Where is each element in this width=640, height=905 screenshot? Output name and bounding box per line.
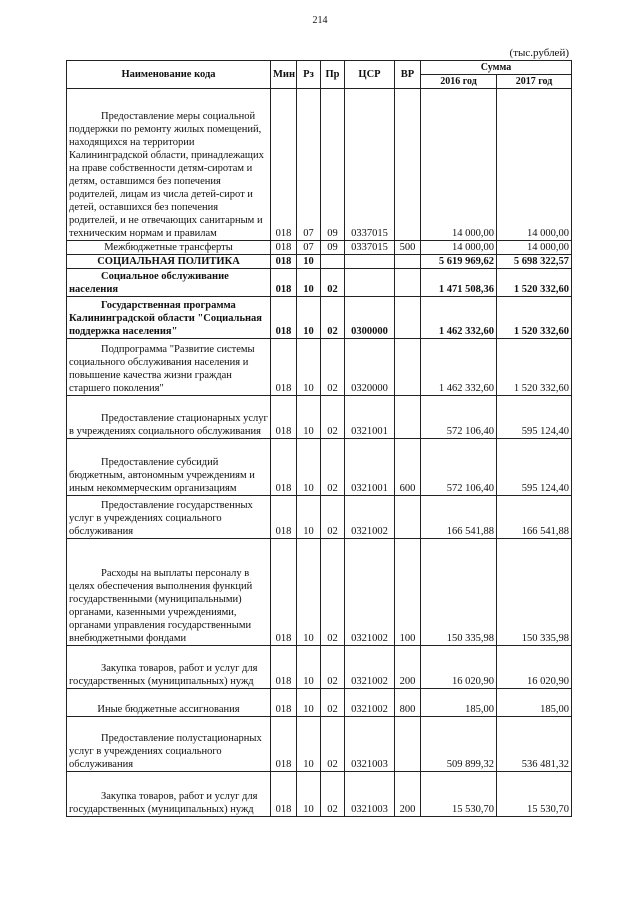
row-2017: 1 520 332,60 (497, 269, 572, 297)
row-vr (395, 269, 421, 297)
row-vr (395, 339, 421, 396)
row-csr: 0337015 (345, 241, 395, 255)
header-2016: 2016 год (421, 75, 497, 89)
row-pr: 02 (321, 297, 345, 339)
row-rz: 10 (297, 439, 321, 496)
table-row (67, 269, 572, 297)
row-2016: 150 335,98 (421, 539, 497, 646)
row-vr: 800 (395, 689, 421, 717)
table-row (67, 439, 572, 496)
row-2017: 150 335,98 (497, 539, 572, 646)
row-name: Предоставление меры социальной поддержки по ремонту жилых помещений, находящихся на территории Калининградской области, принадлежащих на праве собственности детям-сиротам и детям, оставшимся без попечения родителей, лицам из числа детей-сирот и детей, оставшихся без попечения родителей, и не отвечающих санитарным и техническим нормам и правилам (67, 89, 271, 241)
row-name: Иные бюджетные ассигнования (67, 689, 271, 717)
row-min: 018 (271, 297, 297, 339)
row-name: Государственная программа Калининградской области "Социальная поддержка населения" (67, 297, 271, 339)
row-2017: 15 530,70 (497, 772, 572, 817)
row-2016: 185,00 (421, 689, 497, 717)
row-pr: 02 (321, 439, 345, 496)
row-csr: 0321001 (345, 439, 395, 496)
row-min: 018 (271, 539, 297, 646)
row-rz: 10 (297, 297, 321, 339)
row-name: СОЦИАЛЬНАЯ ПОЛИТИКА (67, 255, 271, 269)
row-pr: 02 (321, 717, 345, 772)
row-pr (321, 255, 345, 269)
row-2016: 1 471 508,36 (421, 269, 497, 297)
row-pr: 02 (321, 339, 345, 396)
row-name: Предоставление стационарных услуг в учреждениях социального обслуживания (67, 396, 271, 439)
row-name: Подпрограмма "Развитие системы социального обслуживания населения и повышение качества жизни граждан старшего поколения" (67, 339, 271, 396)
row-vr (395, 396, 421, 439)
row-csr: 0321002 (345, 496, 395, 539)
row-min: 018 (271, 717, 297, 772)
row-vr: 200 (395, 772, 421, 817)
row-2017: 536 481,32 (497, 717, 572, 772)
row-2016: 572 106,40 (421, 396, 497, 439)
row-vr (395, 496, 421, 539)
row-rz: 10 (297, 396, 321, 439)
row-vr: 500 (395, 241, 421, 255)
row-2016: 14 000,00 (421, 241, 497, 255)
header-vr: ВР (395, 61, 421, 89)
row-name: Расходы на выплаты персоналу в целях обеспечения выполнения функций государственными (муниципальными) органами, казенными учреждениями, органами управления государственными внебюджетными фондами (67, 539, 271, 646)
row-rz: 07 (297, 241, 321, 255)
row-csr (345, 255, 395, 269)
row-2016: 166 541,88 (421, 496, 497, 539)
header-row (67, 61, 572, 75)
row-2016: 15 530,70 (421, 772, 497, 817)
row-pr: 09 (321, 89, 345, 241)
table-row (67, 396, 572, 439)
row-rz: 10 (297, 717, 321, 772)
row-csr: 0320000 (345, 339, 395, 396)
row-2016: 572 106,40 (421, 439, 497, 496)
row-csr (345, 269, 395, 297)
units-label: (тыс.рублей) (509, 47, 569, 59)
header-min: Мин (271, 61, 297, 89)
row-2017: 5 698 322,57 (497, 255, 572, 269)
row-2017: 185,00 (497, 689, 572, 717)
row-vr: 200 (395, 646, 421, 689)
row-rz: 10 (297, 269, 321, 297)
row-rz: 10 (297, 772, 321, 817)
header-rz: Рз (297, 61, 321, 89)
row-2017: 166 541,88 (497, 496, 572, 539)
row-min: 018 (271, 89, 297, 241)
row-min: 018 (271, 772, 297, 817)
table-row (67, 689, 572, 717)
row-2017: 16 020,90 (497, 646, 572, 689)
table-row (67, 297, 572, 339)
row-pr: 02 (321, 646, 345, 689)
row-vr: 100 (395, 539, 421, 646)
row-2017: 14 000,00 (497, 241, 572, 255)
row-csr: 0321003 (345, 772, 395, 817)
table-row (67, 241, 572, 255)
row-name: Социальное обслуживание населения (67, 269, 271, 297)
row-csr: 0321002 (345, 539, 395, 646)
table-row (67, 646, 572, 689)
row-min: 018 (271, 241, 297, 255)
header-csr: ЦСР (345, 61, 395, 89)
budget-table (66, 60, 572, 817)
row-pr: 02 (321, 539, 345, 646)
row-name: Предоставление государственных услуг в учреждениях социального обслуживания (67, 496, 271, 539)
row-name: Закупка товаров, работ и услуг для государственных (муниципальных) нужд (67, 772, 271, 817)
row-csr: 0300000 (345, 297, 395, 339)
row-vr (395, 89, 421, 241)
row-pr: 02 (321, 689, 345, 717)
row-2016: 5 619 969,62 (421, 255, 497, 269)
row-2017: 1 520 332,60 (497, 339, 572, 396)
table-row (67, 255, 572, 269)
row-csr: 0337015 (345, 89, 395, 241)
row-2016: 14 000,00 (421, 89, 497, 241)
row-2017: 595 124,40 (497, 439, 572, 496)
table-row (67, 496, 572, 539)
header-sum: Сумма (421, 61, 572, 75)
row-2016: 509 899,32 (421, 717, 497, 772)
row-vr (395, 255, 421, 269)
table-row (67, 772, 572, 817)
row-name: Предоставление субсидий бюджетным, автономным учреждениям и иным некоммерческим организациям (67, 439, 271, 496)
row-min: 018 (271, 396, 297, 439)
table-row (67, 339, 572, 396)
row-name: Закупка товаров, работ и услуг для государственных (муниципальных) нужд (67, 646, 271, 689)
row-rz: 10 (297, 339, 321, 396)
row-csr: 0321003 (345, 717, 395, 772)
row-2017: 1 520 332,60 (497, 297, 572, 339)
row-2017: 14 000,00 (497, 89, 572, 241)
row-vr (395, 297, 421, 339)
row-csr: 0321002 (345, 646, 395, 689)
row-rz: 10 (297, 646, 321, 689)
row-min: 018 (271, 339, 297, 396)
row-pr: 02 (321, 496, 345, 539)
row-csr: 0321001 (345, 396, 395, 439)
header-pr: Пр (321, 61, 345, 89)
row-rz: 07 (297, 89, 321, 241)
header-2017: 2017 год (497, 75, 572, 89)
row-pr: 02 (321, 269, 345, 297)
row-min: 018 (271, 646, 297, 689)
page-number: 214 (312, 15, 328, 26)
table-row (67, 89, 572, 241)
table-row (67, 717, 572, 772)
row-min: 018 (271, 269, 297, 297)
row-2016: 1 462 332,60 (421, 297, 497, 339)
row-name: Межбюджетные трансферты (67, 241, 271, 255)
row-min: 018 (271, 496, 297, 539)
table-row (67, 539, 572, 646)
row-rz: 10 (297, 496, 321, 539)
row-2017: 595 124,40 (497, 396, 572, 439)
row-pr: 02 (321, 772, 345, 817)
row-pr: 02 (321, 396, 345, 439)
row-rz: 10 (297, 539, 321, 646)
row-rz: 10 (297, 255, 321, 269)
row-vr (395, 717, 421, 772)
row-pr: 09 (321, 241, 345, 255)
header-name: Наименование кода (67, 61, 271, 89)
row-min: 018 (271, 255, 297, 269)
row-2016: 1 462 332,60 (421, 339, 497, 396)
row-name: Предоставление полустационарных услуг в учреждениях социального обслуживания (67, 717, 271, 772)
row-min: 018 (271, 689, 297, 717)
row-min: 018 (271, 439, 297, 496)
row-rz: 10 (297, 689, 321, 717)
row-vr: 600 (395, 439, 421, 496)
row-csr: 0321002 (345, 689, 395, 717)
row-2016: 16 020,90 (421, 646, 497, 689)
